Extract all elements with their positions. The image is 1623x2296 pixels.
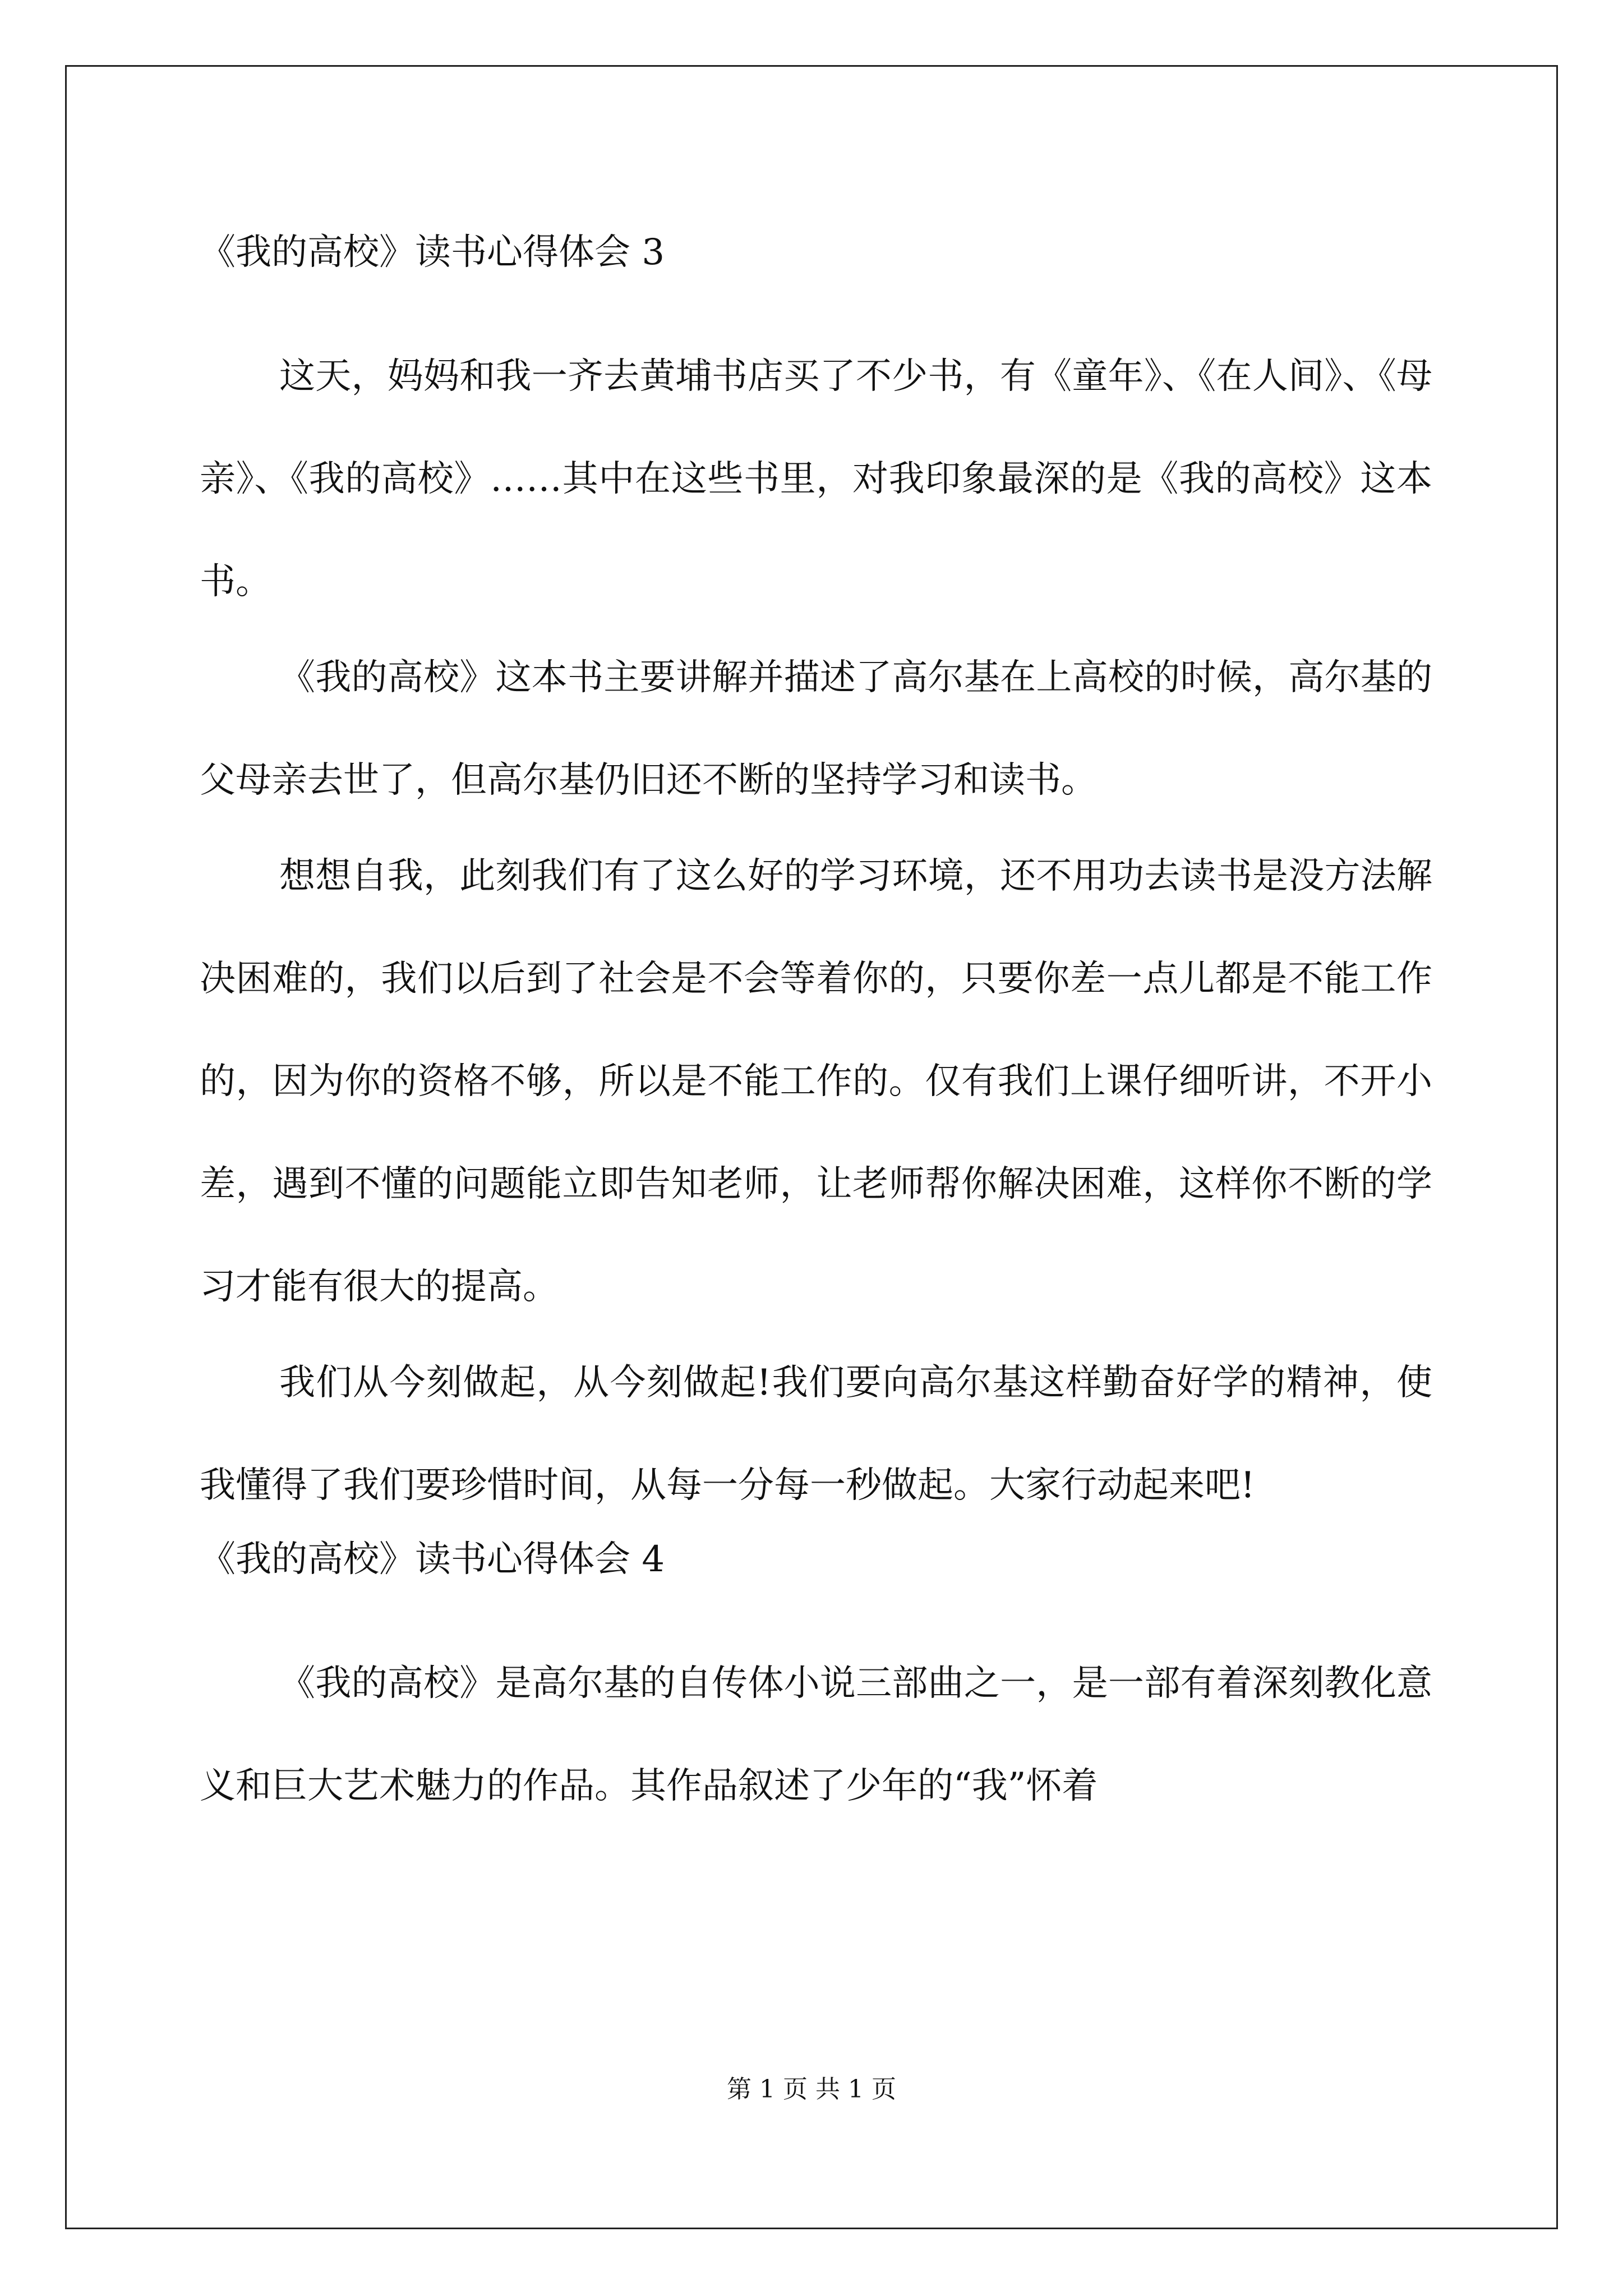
paragraph: 这天，妈妈和我一齐去黄埔书店买了不少书，有《童年》、《在人间》、《母亲》、《我的高校》……其中在这些书里，对我印象最深的是《我的高校》这本书。 [200,356,1432,602]
section-heading: 《我的高校》读书心得体会 4 [200,1539,665,1580]
section-heading: 《我的高校》读书心得体会 3 [200,232,665,273]
paragraph: 《我的高校》这本书主要讲解并描述了高尔基在上高校的时候，高尔基的父母亲去世了，但高尔基仍旧还不断的坚持学习和读书。 [200,657,1432,801]
document-body [200,230,1432,1849]
paragraph: 我们从今刻做起，从今刻做起!我们要向高尔基这样勤奋好学的精神，使我懂得了我们要珍惜时间，从每一分每一秒做起。大家行动起来吧! [200,1362,1432,1506]
page-number-footer: 第 1 页 共 1 页 [727,2075,896,2104]
paragraph: 《我的高校》是高尔基的自传体小说三部曲之一，是一部有着深刻教化意义和巨大艺术魅力的作品。其作品叙述了少年的“我”怀着 [200,1663,1432,1807]
paragraph: 想想自我，此刻我们有了这么好的学习环境，还不用功去读书是没方法解决困难的，我们以后到了社会是不会等着你的，只要你差一点儿都是不能工作的，因为你的资格不够，所以是不能工作的。仅有我们上课仔细听讲，不开小差，遇到不懂的问题能立即告知老师，让老师帮你解决困难，这样你不断的学习才能有很大的提高。 [200,855,1432,1308]
